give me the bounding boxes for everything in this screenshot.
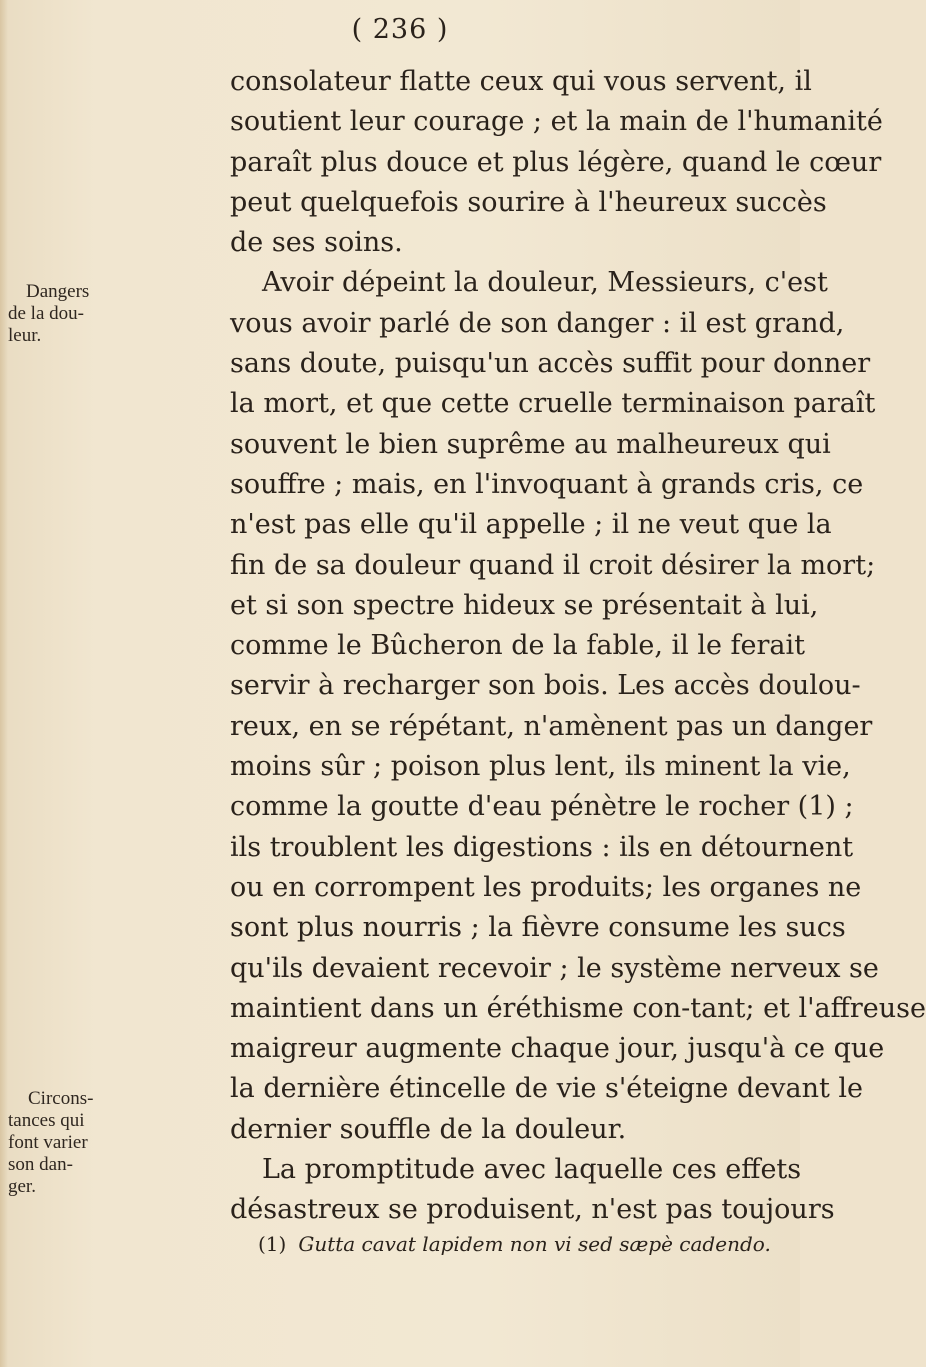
margin-note-circonstances [8,1088,93,1198]
text-line: moins sûr ; poison plus lent, ils minent la vie, [230,751,851,783]
text-line: la mort, et que cette cruelle terminaison paraît [230,388,876,420]
text-line: n'est pas elle qu'il appelle ; il ne veut que la [230,509,832,541]
text-line: souvent le bien suprême au malheureux qui [230,428,831,460]
text-line: peut quelquefois sourire à l'heureux succès [230,186,827,218]
text-line: désastreux se produisent, n'est pas toujours [230,1194,835,1226]
text-line: dernier souffle de la douleur. [230,1113,627,1145]
margin-note-line: leur. [8,325,42,346]
text-line: vous avoir parlé de son danger : il est grand, [230,307,845,339]
text-line: La promptitude avec laquelle ces effets [262,1154,802,1186]
text-line: de ses soins. [230,227,403,259]
text-line: souffre ; mais, en l'invoquant à grands cris, ce [230,468,864,500]
text-line: Avoir dépeint la douleur, Messieurs, c'est [262,267,828,299]
text-line: la dernière étincelle de vie s'éteigne devant le [230,1073,864,1105]
text-line: maintient dans un éréthisme con-tant; et l'affreuse [230,992,926,1024]
text-line: paraît plus douce et plus légère, quand le cœur [230,146,882,178]
margin-note-line: de la dou- [8,303,84,324]
text-line: qu'ils devaient recevoir ; le système nerveux se [230,952,879,984]
text-line: maigreur augmente chaque jour, jusqu'à ce que [230,1033,885,1065]
page-edge-shadow [0,0,8,1367]
text-line: comme le Bûcheron de la fable, il le ferait [230,630,806,662]
text-line: sans doute, puisqu'un accès suffit pour donner [230,348,871,380]
page-number: ( 236 ) [351,14,449,45]
footnote-mark: (1) [258,1232,287,1256]
text-line: et si son spectre hideux se présentait à lui, [230,589,819,621]
margin-note-line: ger. [8,1176,36,1197]
paragraph-2 [230,263,926,1150]
paragraph-1 [230,62,883,263]
text-line: comme la goutte d'eau pénètre le rocher (1) ; [230,791,854,823]
footnote-text: Gutta cavat lapidem non vi sed sæpè cadendo. [298,1232,771,1256]
text-line: consolateur flatte ceux qui vous servent, il [230,66,812,97]
paragraph-3 [230,1150,835,1231]
margin-note-line: son dan- [8,1154,73,1175]
text-line: soutient leur courage ; et la main de l'humanité [230,106,883,138]
text-line: fin de sa douleur quand il croit désirer la mort; [230,549,876,581]
footnote [258,1232,778,1256]
text-line: sont plus nourris ; la fièvre consume les sucs [230,912,846,944]
text-line: ils troublent les digestions : ils en détournent [230,831,854,863]
margin-note-dangers [8,281,89,347]
margin-note-line: Circons- [28,1088,94,1109]
text-line: servir à recharger son bois. Les accès doulou- [230,670,861,702]
main-text [230,62,926,1231]
margin-note-line: font varier [8,1132,88,1153]
margin-note-line: Dangers [26,281,90,302]
margin-note-line: tances qui [8,1110,85,1131]
text-line: ou en corrompent les produits; les organes ne [230,871,862,903]
text-line: reux, en se répétant, n'amènent pas un danger [230,710,873,742]
